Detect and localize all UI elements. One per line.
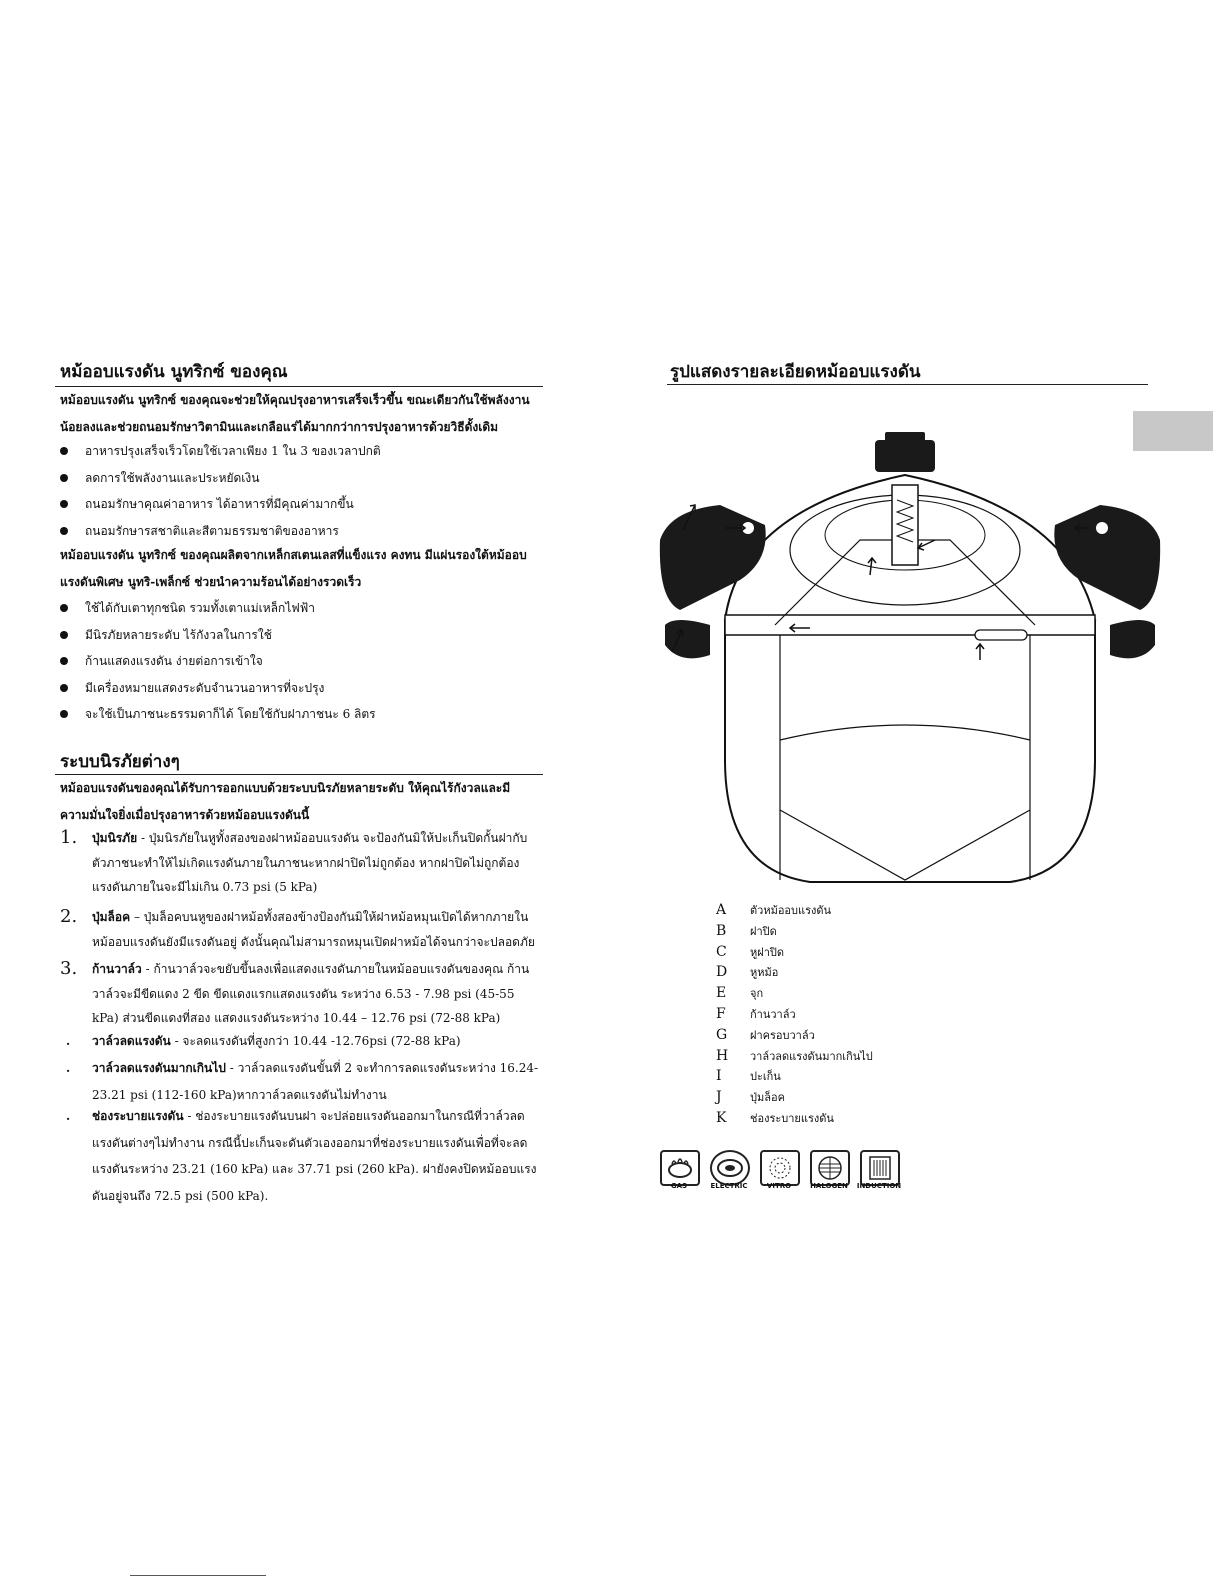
- bullet-text: ใช้ได้กับเตาทุกชนิด รวมทั้งเตาแม่เหล็กไฟฟ้า: [85, 601, 316, 615]
- item-text: - วาล์วลดแรงดันขั้นที่ 2 จะทำการลดแรงดันระหว่าง 16.24-23.21 psi (112-160 kPa)หากวาล์วลดแรงดันไม่ทำงาน: [92, 1061, 539, 1102]
- material-paragraph: หม้ออบแรงดัน นูทริกซ์ ของคุณผลิตจากเหล็กสเตนเลสที่แข็งแรง คงทน มีแผ่นรองใต้หม้ออบแรงดันพิเศษ นูทริ-เพล็กซ์ ช่วยนำความร้อนได้อย่างรวดเร็ว: [60, 548, 527, 589]
- legend-row: [716, 1066, 873, 1087]
- legend-label: ฝาครอบวาล์ว: [750, 1028, 815, 1042]
- item-mark: .: [66, 1061, 71, 1075]
- bullet-item: [60, 648, 540, 675]
- legend-key: K: [716, 1109, 727, 1126]
- gas-icon: [660, 1150, 700, 1186]
- item-number: 1.: [60, 827, 78, 848]
- valve-cap: [875, 440, 935, 472]
- bullet-dot-icon: [60, 604, 68, 612]
- item-title: ปุ่มนิรภัย: [92, 831, 138, 845]
- item-text: - ปุ่มนิรภัยในหูทั้งสองของฝาหม้ออบแรงดัน จะป้องกันมิให้ปะเก็นปิดกั้นฝากับตัวภาชนะทำให้ไม่เกิดแรงดันภายในภาชนะหากฝาปิดไม่ถูกต้อง หากฝาปิดไม่ถูกต้องแรงดันภายในจะมีไม่เกิน 0.73 psi (5 kPa): [92, 831, 528, 894]
- safety-intro: หม้ออบแรงดันของคุณได้รับการออกแบบด้วยระบบนิรภัยหลายระดับ ให้คุณไร้กังวลและมีความมั่นใจยิ่งเมื่อปรุงอาหารด้วยหม้ออบแรงดันนี้: [60, 781, 511, 822]
- pressure-cooker-diagram: [650, 430, 1170, 890]
- legend-key: G: [716, 1026, 728, 1043]
- bullet-text: ก้านแสดงแรงดัน ง่ายต่อการเข้าใจ: [85, 654, 263, 668]
- item-title: วาล์วลดแรงดัน: [92, 1034, 171, 1048]
- section-heading-pressure-cooker: หม้ออบแรงดัน นูทริกซ์ ของคุณ: [60, 362, 288, 382]
- safety-item-3: [60, 957, 536, 1031]
- legend-label: หูหม้อ: [750, 966, 779, 980]
- icon-label: INDUCTION: [856, 1182, 902, 1190]
- item-mark: .: [66, 1034, 71, 1048]
- legend-row: [716, 1108, 873, 1129]
- bullet-dot-icon: [60, 657, 68, 665]
- item-title: ช่องระบายแรงดัน: [92, 1109, 184, 1123]
- valve-cap-top: [885, 432, 925, 444]
- valve-item-pressure-relief: [66, 1028, 542, 1055]
- bullet-dot-icon: [60, 631, 68, 639]
- bullet-item: [60, 701, 540, 728]
- left-lower-handle: [665, 620, 710, 658]
- legend-label: ตัวหม้ออบแรงดัน: [750, 904, 832, 917]
- heading-rule: [667, 384, 1148, 385]
- item-text: - ก้านวาล์วจะขยับขึ้นลงเพื่อแสดงแรงดันภายในหม้ออบแรงดันของคุณ ก้านวาล์วจะมีขีดแดง 2 ขีด ขีดแดงแรกแสดงแรงดัน ระหว่าง 6.53 - 7.98 psi (45-55 kPa) ส่วนขีดแดงที่สอง แสดงแรงดันระหว่าง 10.44 – 12.76 psi (72-88 kPa): [92, 962, 530, 1025]
- legend-row: [716, 983, 873, 1004]
- legend-row: [716, 1087, 873, 1108]
- bullet-text: ถนอมรักษารสชาติและสีตามธรรมชาติของอาหาร: [85, 523, 339, 538]
- legend-label: จุก: [750, 987, 764, 1001]
- legend-key: B: [716, 922, 727, 939]
- legend-row: [716, 942, 873, 963]
- legend-key: I: [716, 1068, 722, 1085]
- legend-key: F: [716, 1005, 726, 1022]
- item-text: – ปุ่มล็อคบนหูของฝาหม้อทั้งสองข้างป้องกันมิให้ฝาหม้อหมุนเปิดได้หากภายในหม้ออบแรงดันยังมีแรงดันอยู่ ดังนั้นคุณไม่สามารถหมุนเปิดฝาหม้อได้จนกว่าจะปลอดภัย: [92, 910, 535, 949]
- bullet-item: [60, 622, 540, 649]
- bullet-text: มีนิรภัยหลายระดับ ไร้กังวลในการใช้: [85, 627, 272, 642]
- bullet-item: [60, 438, 540, 465]
- right-lower-handle: [1110, 620, 1155, 658]
- valve-item-vent: [66, 1103, 542, 1209]
- icon-label: GAS: [670, 1182, 688, 1190]
- item-text: - จะลดแรงดันที่สูงกว่า 10.44 -12.76psi (72-88 kPa): [170, 1034, 461, 1048]
- legend-key: D: [716, 964, 728, 981]
- legend-row: [716, 1025, 873, 1046]
- bullet-item: [60, 518, 540, 545]
- footer-link-line: [130, 1575, 266, 1576]
- icon-label: HALOGEN: [810, 1182, 848, 1190]
- parts-legend: [716, 900, 873, 1129]
- bullet-text: จะใช้เป็นภาชนะธรรมดาก็ได้ โดยใช้กับฝาภาชนะ 6 ลิตร: [85, 707, 376, 721]
- section-heading-safety: ระบบนิรภัยต่างๆ: [60, 752, 180, 772]
- legend-label: หูฝาปิด: [750, 945, 784, 959]
- induction-icon: [860, 1150, 900, 1186]
- bullet-dot-icon: [60, 447, 68, 455]
- legend-label: ปะเก็น: [750, 1070, 781, 1084]
- bullet-text: ถนอมรักษาคุณค่าอาหาร ได้อาหารที่มีคุณค่ามากขึ้น: [85, 497, 354, 511]
- lock-button-right: [1096, 522, 1108, 534]
- item-title: ปุ่มล็อค: [92, 910, 131, 924]
- legend-key: J: [716, 1089, 722, 1106]
- legend-key: A: [716, 902, 727, 918]
- legend-label: ก้านวาล์ว: [750, 1007, 796, 1021]
- halogen-icon: [810, 1150, 850, 1186]
- intro-paragraph: หม้ออบแรงดัน นูทริกซ์ ของคุณจะช่วยให้คุณปรุงอาหารเสร็จเร็วขึ้น ขณะเดียวกันใช้พลังงานน้อยลงและช่วยถนอมรักษาวิตามินและเกลือแร่ได้มากกว่าการปรุงอาหารด้วยวิธีดั้งเดิม: [60, 393, 530, 434]
- bullet-text: มีเครื่องหมายแสดงระดับจำนวนอาหารที่จะปรุง: [85, 680, 325, 695]
- valve-item-overpressure: [66, 1055, 542, 1108]
- item-mark: .: [66, 1109, 71, 1123]
- bullet-item: [60, 595, 540, 622]
- legend-row: [716, 962, 873, 983]
- bullet-item: [60, 675, 540, 702]
- icon-label: VITRO: [766, 1182, 792, 1190]
- pressure-window: [975, 630, 1027, 640]
- item-title: ก้านวาล์ว: [92, 962, 142, 976]
- legend-label: ช่องระบายแรงดัน: [750, 1111, 834, 1125]
- lid-rim: [725, 615, 1095, 635]
- safety-item-1: [60, 826, 536, 900]
- bullet-dot-icon: [60, 474, 68, 482]
- legend-key: C: [716, 943, 727, 960]
- bullet-item: [60, 491, 540, 518]
- bullet-dot-icon: [60, 527, 68, 535]
- item-number: 2.: [60, 906, 78, 927]
- bullet-dot-icon: [60, 500, 68, 508]
- vitro-icon: [760, 1150, 800, 1186]
- legend-row: [716, 921, 873, 942]
- safety-item-2: [60, 905, 536, 954]
- item-title: วาล์วลดแรงดันมากเกินไป: [92, 1061, 226, 1075]
- legend-key: E: [716, 985, 727, 1002]
- benefits-list: [60, 595, 540, 728]
- legend-row: [716, 1046, 873, 1067]
- bullet-text: ลดการใช้พลังงานและประหยัดเงิน: [85, 470, 260, 485]
- legend-label: ฝาปิด: [750, 924, 777, 938]
- icon-label: ELECTRIC: [710, 1182, 748, 1190]
- item-number: 3.: [60, 958, 78, 979]
- electric-icon: [710, 1150, 750, 1186]
- features-list: [60, 438, 540, 544]
- bullet-item: [60, 465, 540, 492]
- bullet-dot-icon: [60, 710, 68, 718]
- bullet-dot-icon: [60, 684, 68, 692]
- legend-row: [716, 900, 873, 921]
- bullet-text: อาหารปรุงเสร็จเร็วโดยใช้เวลาเพียง 1 ใน 3 ของเวลาปกติ: [85, 444, 381, 458]
- section-heading-diagram: รูปแสดงรายละเอียดหม้ออบแรงดัน: [670, 362, 921, 382]
- legend-key: H: [716, 1047, 729, 1064]
- item-text: - ช่องระบายแรงดันบนฝา จะปล่อยแรงดันออกมาในกรณีที่วาล์วลดแรงดันต่างๆไม่ทำงาน กรณีนี้ปะเก็นจะดันตัวเองออกมาที่ช่องระบายแรงดันเพื่อที่จะลดแรงดันระหว่าง 23.21 (160 kPa) และ 37.71 psi (260 kPa). ฝายังคงปิดหม้ออบแรงดันอยู่จนถึง 72.5 psi (500 kPa).: [92, 1109, 537, 1203]
- valve-stem: [892, 485, 918, 565]
- legend-label: ปุ่มล็อค: [750, 1091, 785, 1105]
- legend-label: วาล์วลดแรงดันมากเกินไป: [750, 1049, 873, 1063]
- legend-row: [716, 1004, 873, 1025]
